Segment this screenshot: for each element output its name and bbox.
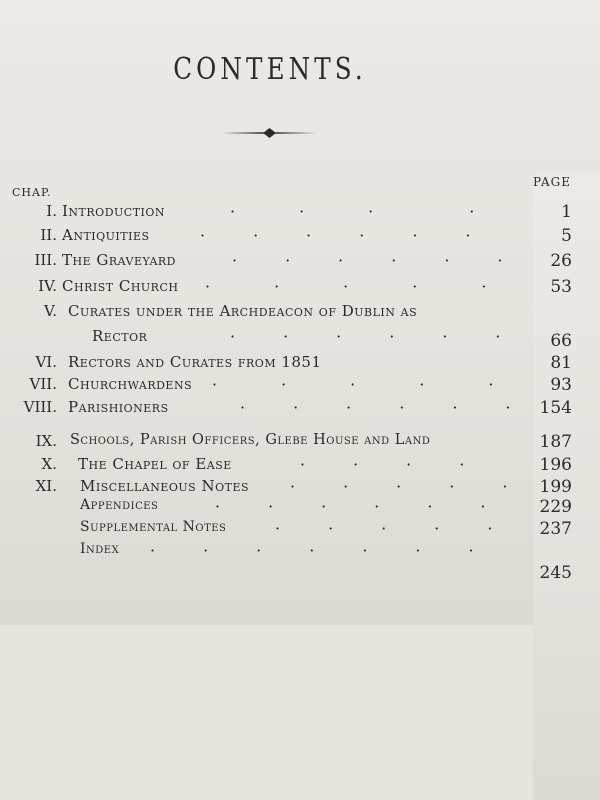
page-number: 5 <box>561 226 572 246</box>
ornament-rule-icon <box>222 126 317 140</box>
chapter-number: IV. <box>38 277 57 295</box>
page-number: 26 <box>550 251 572 271</box>
chapter-number: II. <box>40 226 57 244</box>
chapter-title: The Graveyard <box>62 251 176 269</box>
chapter-title: Miscellaneous Notes <box>80 477 250 495</box>
leader-dots: · · · · · · <box>240 398 511 417</box>
leader-dots: · · · · <box>230 202 475 221</box>
page-number: 199 <box>539 477 572 497</box>
chapter-title: The Chapel of Ease <box>78 455 232 473</box>
toc-entry <box>0 432 600 456</box>
toc-entry <box>0 455 600 479</box>
page-number: 1 <box>561 202 572 222</box>
chapter-title: Schools, Parish Officers, Glebe House and Land <box>70 432 431 448</box>
leader-dots: · · · · · <box>275 519 493 538</box>
toc-entry <box>0 302 600 326</box>
toc-entry <box>0 251 600 275</box>
toc-entry <box>0 277 600 301</box>
page-number: 229 <box>539 497 572 517</box>
chapter-title: Rectors and Curates from 1851 <box>68 353 322 371</box>
chapter-title: Antiquities <box>62 226 150 244</box>
toc-entry <box>0 353 600 377</box>
chapter-title: Parishioners <box>68 398 169 416</box>
chapter-title: Appendices <box>80 497 159 513</box>
toc-entry <box>0 226 600 250</box>
chapter-column-header: CHAP. <box>12 186 52 199</box>
page-number: 66 <box>550 331 572 351</box>
chapter-title: Curates under the Archdeacon of Dublin as <box>68 302 418 320</box>
leader-dots: · · · · · <box>290 477 508 496</box>
chapter-title-continued: Rector <box>92 327 148 345</box>
leader-dots: · · · · · · <box>215 497 486 516</box>
page-number: 53 <box>550 277 572 297</box>
chapter-number: I. <box>46 202 57 220</box>
toc-entry <box>0 541 600 583</box>
chapter-number: III. <box>34 251 57 269</box>
leader-dots: · · · · · <box>212 375 494 394</box>
leader-dots: · · · · · · · <box>150 541 474 560</box>
leader-dots: · · · · · · <box>200 226 471 245</box>
toc-entry <box>0 375 600 399</box>
page-number: 196 <box>539 455 572 475</box>
leader-dots: · · · · <box>300 455 465 474</box>
chapter-title: Supplemental Notes <box>80 519 227 535</box>
chapter-number: X. <box>41 455 57 473</box>
toc-entry <box>0 398 600 422</box>
page-number: 187 <box>539 432 572 452</box>
leader-dots: · · · · · · <box>232 251 503 270</box>
chapter-number: IX. <box>35 432 57 450</box>
chapter-title: Christ Church <box>62 277 179 295</box>
page-number: 81 <box>550 353 572 373</box>
page-number: 237 <box>539 519 572 539</box>
leader-dots: · · · · · · <box>230 327 501 346</box>
chapter-number: XI. <box>35 477 57 495</box>
contents-heading: CONTENTS. <box>173 52 367 87</box>
chapter-title: Churchwardens <box>68 375 193 393</box>
leader-dots: · · · · · <box>205 277 487 296</box>
chapter-number: V. <box>44 302 57 320</box>
toc-entry <box>0 497 600 521</box>
toc-entry-continuation <box>0 327 600 351</box>
page-number: 93 <box>550 375 572 395</box>
page-number: 154 <box>539 398 572 418</box>
page-number: 245 <box>539 563 572 583</box>
chapter-number: VII. <box>29 375 57 393</box>
chapter-number: VI. <box>35 353 57 371</box>
chapter-number: VIII. <box>23 398 57 416</box>
toc-entry <box>0 202 600 226</box>
page-column-header: PAGE <box>533 175 600 800</box>
toc-entry <box>0 519 600 543</box>
chapter-title: Introduction <box>62 202 166 220</box>
chapter-title: Index <box>80 541 120 557</box>
